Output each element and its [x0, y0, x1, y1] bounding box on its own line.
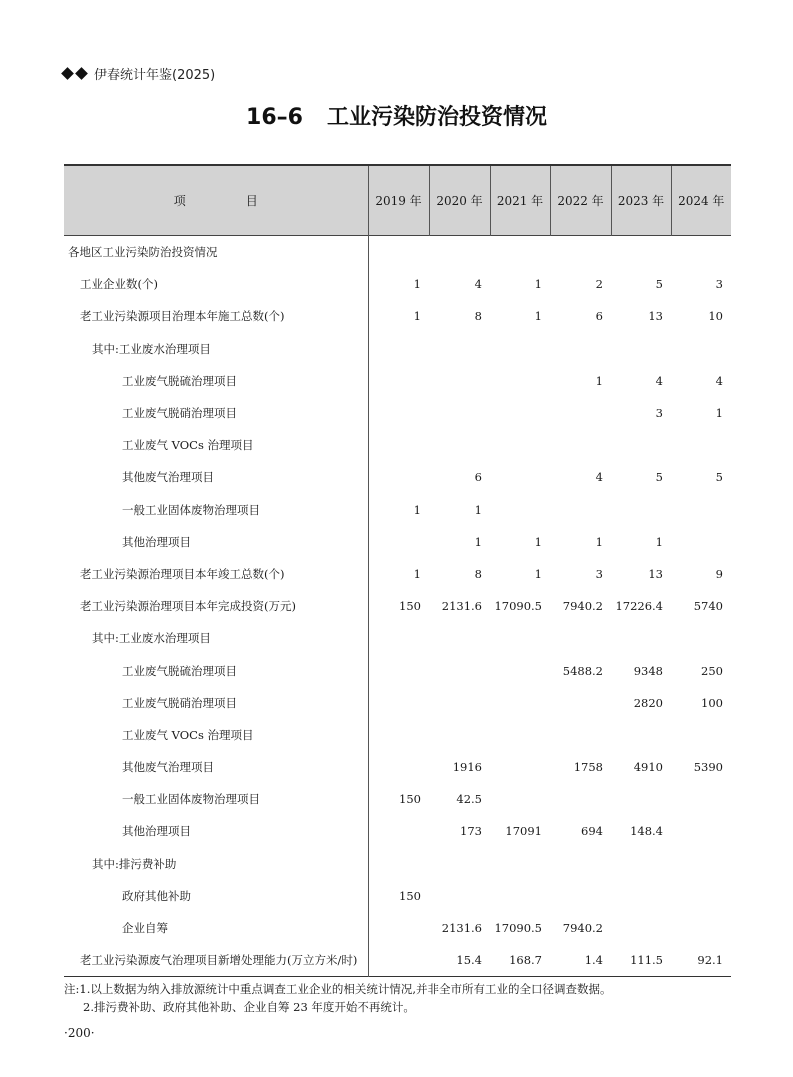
table-cell: 42.5 [456, 792, 482, 807]
table-cell: 1 [655, 534, 663, 549]
table-cell [490, 880, 550, 912]
table-row [64, 848, 731, 880]
table-cell: 7940.2 [562, 599, 603, 614]
row-label: 其中:工业废水治理项目 [92, 341, 211, 356]
table-cell [368, 848, 429, 880]
table-cell: 150 [368, 783, 429, 815]
table-cell [429, 687, 490, 719]
running-header [63, 64, 215, 83]
table-cell: 4 [595, 470, 603, 485]
table-cell: 1 [595, 373, 603, 388]
table-cell [671, 719, 731, 751]
table-cell: 1 [368, 494, 429, 526]
row-label: 工业废气脱硫治理项目 [122, 373, 237, 388]
row-label: 工业废气 VOCs 治理项目 [122, 727, 254, 742]
table-row [64, 429, 731, 461]
table-cell: 148.4 [630, 824, 663, 839]
table-row [64, 558, 731, 590]
row-label: 老工业污染源废气治理项目新增处理能力(万立方米/时) [80, 953, 358, 968]
table-cell [490, 622, 550, 654]
table-cell: 5390 [693, 760, 723, 775]
table-cell [368, 944, 429, 977]
table-cell: 1 [534, 534, 542, 549]
table-cell: 4 [715, 373, 723, 388]
table-cell [429, 719, 490, 751]
table-row [64, 654, 731, 686]
table-cell: 2131.6 [441, 599, 482, 614]
table-cell: 2 [595, 277, 603, 292]
table-cell [611, 236, 671, 269]
table-cell [429, 333, 490, 365]
table-cell [368, 622, 429, 654]
table-cell [368, 815, 429, 847]
table-cell: 5 [715, 470, 723, 485]
row-label: 其中:排污费补助 [92, 856, 177, 871]
table-row [64, 365, 731, 397]
table-cell [611, 429, 671, 461]
table-cell [368, 719, 429, 751]
table-cell [671, 815, 731, 847]
table-cell [368, 365, 429, 397]
table-row [64, 236, 731, 269]
table-row [64, 783, 731, 815]
table-cell: 150 [368, 590, 429, 622]
table-cell [490, 783, 550, 815]
row-label: 企业自筹 [122, 921, 168, 936]
table-cell [671, 494, 731, 526]
table-cell [611, 912, 671, 944]
table-cell: 13 [648, 566, 663, 581]
row-label: 其他废气治理项目 [122, 470, 214, 485]
table-cell [671, 880, 731, 912]
investment-table [64, 164, 731, 977]
table-cell: 13 [648, 309, 663, 324]
row-label: 工业废气 VOCs 治理项目 [122, 438, 254, 453]
table-cell: 1 [368, 268, 429, 300]
row-label: 各地区工业污染防治投资情况 [68, 245, 218, 260]
table-cell: 17090.5 [494, 921, 542, 936]
table-cell [490, 397, 550, 429]
table-cell [490, 461, 550, 493]
table-cell: 173 [460, 824, 482, 839]
table-cell [611, 719, 671, 751]
table-cell: 100 [701, 695, 723, 710]
table-number: 16–6 [246, 105, 303, 130]
table-cell [671, 236, 731, 269]
table-cell [671, 848, 731, 880]
table-cell: 5 [655, 470, 663, 485]
table-cell: 1 [595, 534, 603, 549]
table-cell [490, 333, 550, 365]
table-cell: 5 [655, 277, 663, 292]
table-cell: 5740 [693, 599, 723, 614]
table-cell [671, 526, 731, 558]
table-cell [611, 494, 671, 526]
table-cell [490, 751, 550, 783]
table-row [64, 687, 731, 719]
table-cell: 8 [474, 566, 482, 581]
table-cell: 9348 [633, 663, 663, 678]
footnote: 注:1.以上数据为纳入排放源统计中重点调查工业企业的相关统计情况,并非全市所有工业的全口径调查数据。 [64, 982, 612, 996]
table-cell [550, 429, 611, 461]
table-cell [368, 526, 429, 558]
table-cell: 168.7 [509, 953, 542, 968]
table-row [64, 333, 731, 365]
table-cell [550, 783, 611, 815]
table-cell [490, 236, 550, 269]
row-label: 老工业污染源治理项目本年完成投资(万元) [80, 599, 296, 614]
table-cell [368, 912, 429, 944]
table-cell [550, 880, 611, 912]
table-cell: 3 [595, 566, 603, 581]
table-cell [550, 494, 611, 526]
table-cell: 6 [474, 470, 482, 485]
table-cell [429, 654, 490, 686]
table-row [64, 300, 731, 332]
table-cell: 2131.6 [441, 921, 482, 936]
table-cell [429, 236, 490, 269]
table-row [64, 944, 731, 977]
table-cell: 1 [474, 534, 482, 549]
row-label: 工业废气脱硝治理项目 [122, 406, 237, 421]
table-row [64, 880, 731, 912]
table-row [64, 494, 731, 526]
row-label: 政府其他补助 [122, 888, 191, 903]
table-cell [368, 461, 429, 493]
table-cell: 1 [534, 309, 542, 324]
table-cell [368, 429, 429, 461]
table-cell [671, 622, 731, 654]
table-cell [611, 622, 671, 654]
table-cell [490, 719, 550, 751]
table-row [64, 751, 731, 783]
table-cell: 111.5 [630, 953, 663, 968]
table-row [64, 461, 731, 493]
table-cell [611, 848, 671, 880]
table-cell [368, 397, 429, 429]
row-label: 其他治理项目 [122, 534, 191, 549]
row-label: 一般工业固体废物治理项目 [122, 502, 260, 517]
table-cell [429, 848, 490, 880]
running-header-text: 伊春统计年鉴(2025) [94, 68, 216, 83]
table-cell [429, 622, 490, 654]
row-label: 老工业污染源项目治理本年施工总数(个) [80, 309, 285, 324]
table-cell: 17091 [505, 824, 542, 839]
page-title [0, 100, 793, 131]
column-header: 2023 年 [611, 165, 671, 236]
column-header: 2019 年 [368, 165, 429, 236]
column-header: 2020 年 [429, 165, 490, 236]
row-label: 工业废气脱硫治理项目 [122, 663, 237, 678]
row-label: 其中:工业废水治理项目 [92, 631, 211, 646]
table-cell: 1 [534, 566, 542, 581]
table-cell: 1 [368, 300, 429, 332]
diamond-icon [61, 67, 74, 80]
table-row [64, 526, 731, 558]
table-cell [368, 654, 429, 686]
table-cell [611, 783, 671, 815]
table-cell: 9 [715, 566, 723, 581]
row-label: 其他治理项目 [122, 824, 191, 839]
table-row [64, 622, 731, 654]
table-cell: 17090.5 [494, 599, 542, 614]
table-row [64, 815, 731, 847]
table-cell [550, 687, 611, 719]
row-label: 工业企业数(个) [80, 277, 158, 292]
table-row [64, 397, 731, 429]
table-cell [429, 880, 490, 912]
table-cell: 15.4 [456, 953, 482, 968]
table-cell: 4910 [633, 760, 663, 775]
table-cell: 1 [474, 502, 482, 517]
row-label: 其他废气治理项目 [122, 760, 214, 775]
table-row [64, 912, 731, 944]
table-cell: 3 [715, 277, 723, 292]
table-title: 工业污染防治投资情况 [326, 105, 547, 130]
table-cell [429, 365, 490, 397]
table-cell [550, 397, 611, 429]
column-header: 2022 年 [550, 165, 611, 236]
table-cell: 250 [701, 663, 723, 678]
table-cell: 6 [595, 309, 603, 324]
table-cell: 1758 [573, 760, 603, 775]
table-cell [611, 333, 671, 365]
table-cell [550, 719, 611, 751]
table-cell [368, 751, 429, 783]
table-cell: 694 [581, 824, 603, 839]
table-cell: 10 [708, 309, 723, 324]
table-row [64, 719, 731, 751]
row-label: 老工业污染源治理项目本年竣工总数(个) [80, 566, 285, 581]
table-cell: 1916 [452, 760, 482, 775]
table-row [64, 268, 731, 300]
row-label: 工业废气脱硝治理项目 [122, 695, 237, 710]
table-cell [368, 687, 429, 719]
table-cell [490, 429, 550, 461]
table-cell [490, 848, 550, 880]
row-label: 一般工业固体废物治理项目 [122, 792, 260, 807]
column-header: 2024 年 [671, 165, 731, 236]
table-cell: 1 [715, 406, 723, 421]
table-header-row [64, 165, 731, 236]
table-cell [671, 333, 731, 365]
diamond-icon [75, 67, 88, 80]
table-cell [368, 333, 429, 365]
table-row [64, 590, 731, 622]
table-cell [429, 429, 490, 461]
table-cell [671, 912, 731, 944]
table-cell: 150 [368, 880, 429, 912]
table-cell: 4 [655, 373, 663, 388]
footnote: 2.排污费补助、政府其他补助、企业自筹 23 年度开始不再统计。 [83, 1000, 415, 1014]
table-cell: 3 [655, 406, 663, 421]
table-cell [671, 783, 731, 815]
table-cell: 7940.2 [562, 921, 603, 936]
column-header: 项 目 [64, 165, 368, 236]
table-cell: 1.4 [584, 953, 603, 968]
table-cell: 2820 [633, 695, 663, 710]
table-cell: 92.1 [697, 953, 723, 968]
table-cell [429, 397, 490, 429]
page-number: ·200· [64, 1026, 95, 1040]
table-cell: 4 [474, 277, 482, 292]
column-header: 2021 年 [490, 165, 550, 236]
footnotes [64, 980, 612, 1016]
table-cell [490, 365, 550, 397]
table-cell [550, 333, 611, 365]
table-cell [550, 622, 611, 654]
table-cell [611, 880, 671, 912]
table-cell: 1 [368, 558, 429, 590]
table-cell: 17226.4 [615, 599, 663, 614]
table-cell [368, 236, 429, 269]
table-cell: 8 [474, 309, 482, 324]
table-cell [490, 654, 550, 686]
table-cell [550, 236, 611, 269]
table-cell [490, 687, 550, 719]
table-cell [490, 494, 550, 526]
table-cell: 1 [534, 277, 542, 292]
table-cell: 5488.2 [562, 663, 603, 678]
table-cell [550, 848, 611, 880]
table-cell [671, 429, 731, 461]
